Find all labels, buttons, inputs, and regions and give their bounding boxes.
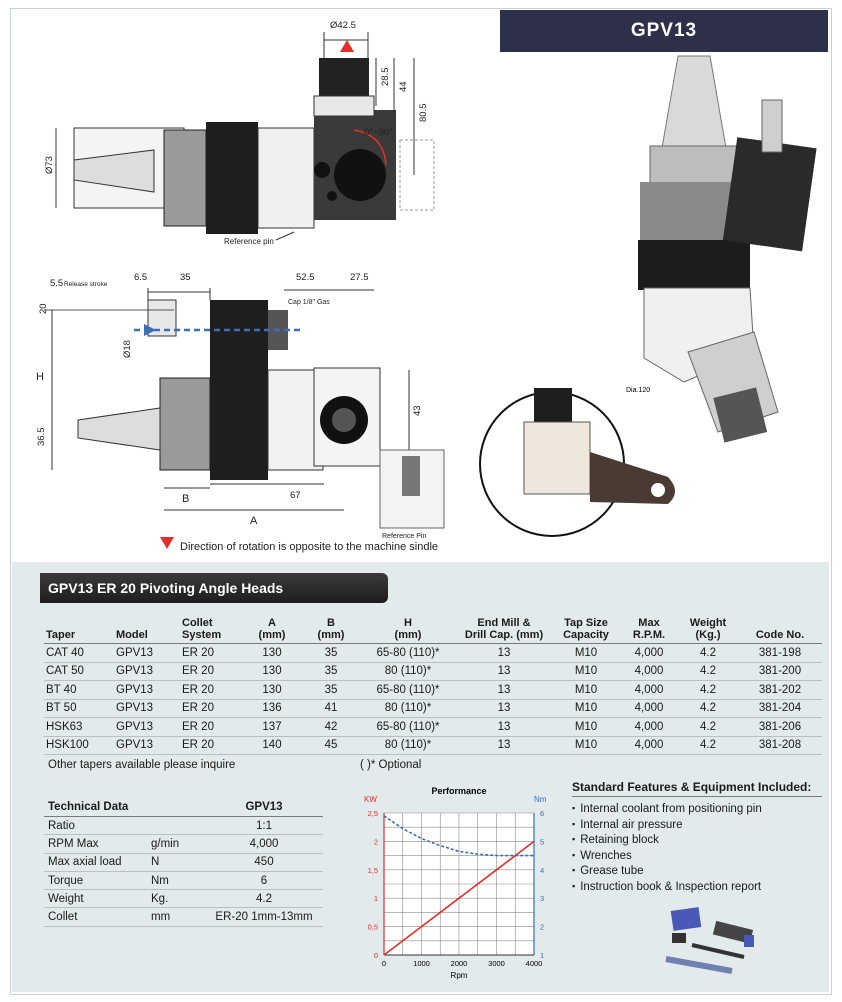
table-row: BT 50 GPV13 ER 20 136 41 80 (110)* 13 M10 4,000 4.2 381-204 <box>44 699 822 718</box>
performance-chart <box>350 780 560 980</box>
table-row: HSK100 GPV13 ER 20 140 45 80 (110)* 13 M10 4,000 4.2 381-208 <box>44 736 822 755</box>
dim-cap: Cap 1/8" Gas <box>288 299 330 306</box>
tech-title: Technical Data <box>44 798 147 817</box>
list-item: ▪ Internal coolant from positioning pin <box>572 801 822 817</box>
front-view-drawing <box>36 272 444 540</box>
th-b: B (mm) <box>302 617 360 644</box>
y2-tick-label: 6 <box>540 809 545 818</box>
x-tick-label: 3000 <box>488 959 505 968</box>
dim-36-5: 36.5 <box>36 427 47 446</box>
x-tick-label: 2000 <box>450 959 468 968</box>
dim-b: B <box>182 493 190 505</box>
th-code: Code No. <box>738 617 822 644</box>
list-item: ▪ Retaining block <box>572 832 822 848</box>
th-cap: End Mill & Drill Cap. (mm) <box>456 617 552 644</box>
table-row: BT 40 GPV13 ER 20 130 35 65-80 (110)* 13 M10 4,000 4.2 381-202 <box>44 681 822 700</box>
list-item: ▪ Instruction book & Inspection report <box>572 879 822 895</box>
table-row: RPM Max g/min 4,000 <box>44 835 323 853</box>
note-other-tapers: Other tapers available please inquire <box>48 759 236 771</box>
dim-52-5: 52.5 <box>296 272 315 283</box>
dim-18: Ø18 <box>122 340 133 358</box>
table-row: Torque Nm 6 <box>44 871 323 889</box>
th-a: A (mm) <box>242 617 302 644</box>
technical-data-table <box>44 798 323 927</box>
y-tick-label: 0 <box>373 951 378 960</box>
dim-67: 67 <box>290 490 301 501</box>
y2-tick-label: 1 <box>540 951 545 960</box>
rotation-arrow-icon <box>160 537 174 549</box>
dim-release: 5.5 <box>50 278 64 289</box>
dim-80-5: 80.5 <box>418 103 429 122</box>
x-tick-label: 4000 <box>525 959 543 968</box>
product-title: GPV13 <box>630 20 698 41</box>
chart-title: Performance <box>431 786 487 796</box>
dim-44: 44 <box>398 81 409 92</box>
y-tick-label: 1,5 <box>367 865 378 875</box>
y-tick-label: 2 <box>373 837 378 847</box>
dim-top-diameter: Ø42.5 <box>330 20 356 31</box>
spec-table <box>44 617 822 755</box>
y-tick-label: 0,5 <box>367 922 378 932</box>
chart-y2label: Nm <box>534 795 547 804</box>
accessories-illustration <box>652 905 762 975</box>
y2-tick-label: 5 <box>540 837 545 847</box>
y2-tick-label: 3 <box>540 894 545 904</box>
top-view-drawing <box>44 20 434 246</box>
th-model: Model <box>114 617 180 644</box>
th-taper: Taper <box>44 617 114 644</box>
technical-drawing <box>14 10 484 555</box>
chart-xlabel: Rpm <box>450 971 468 980</box>
dim-28-5: 28.5 <box>380 67 391 86</box>
reference-pin-2-label: Reference Pin <box>382 533 427 540</box>
th-h: H (mm) <box>360 617 456 644</box>
standard-features <box>572 780 822 894</box>
table-row: CAT 50 GPV13 ER 20 130 35 80 (110)* 13 M10 4,000 4.2 381-200 <box>44 662 822 681</box>
table-row: Ratio 1:1 <box>44 817 323 835</box>
table-row: Collet mm ER-20 1mm-13mm <box>44 908 323 926</box>
dim-a: A <box>250 515 258 527</box>
y-tick-label: 2,5 <box>367 809 378 818</box>
table-row: Max axial load N 450 <box>44 853 323 871</box>
product-photo <box>478 52 828 552</box>
product-title-bar <box>500 10 828 52</box>
th-tap: Tap Size Capacity <box>552 617 620 644</box>
dim-angle: 0°~90° <box>364 127 393 138</box>
table-row: CAT 40 GPV13 ER 20 130 35 65-80 (110)* 13 M10 4,000 4.2 381-198 <box>44 644 822 663</box>
y2-tick-label: 4 <box>540 865 545 875</box>
dim-6-5: 6.5 <box>134 272 148 283</box>
dim-27-5: 27.5 <box>350 272 369 283</box>
th-weight: Weight (Kg.) <box>678 617 738 644</box>
dim-73: Ø73 <box>44 156 55 174</box>
tech-model: GPV13 <box>205 798 323 817</box>
chart-ylabel: KW <box>364 795 377 804</box>
note-optional: ( )* Optional <box>360 759 422 771</box>
dim-43: 43 <box>412 405 423 416</box>
x-tick-label: 0 <box>381 959 387 968</box>
rotation-note: Direction of rotation is opposite to the machine sindle <box>180 541 439 553</box>
detail-dia-label: Dia.120 <box>626 387 651 394</box>
dim-20: 20 <box>38 303 49 314</box>
section-title: GPV13 ER 20 Pivoting Angle Heads <box>40 573 388 603</box>
features-title: Standard Features & Equipment Included: <box>572 780 822 797</box>
table-row: HSK63 GPV13 ER 20 137 42 65-80 (110)* 13 M10 4,000 4.2 381-206 <box>44 718 822 737</box>
list-item: ▪ Wrenches <box>572 848 822 864</box>
list-item: ▪ Internal air pressure <box>572 817 822 833</box>
spec-table-header <box>44 617 822 644</box>
reference-pin-label: Reference pin <box>224 237 274 246</box>
th-rpm: Max R.P.M. <box>620 617 678 644</box>
dim-h: H <box>36 371 44 383</box>
table-row: Weight Kg. 4.2 <box>44 890 323 908</box>
x-tick-label: 1000 <box>413 959 430 968</box>
y-tick-label: 1 <box>373 894 378 904</box>
list-item: ▪ Grease tube <box>572 863 822 879</box>
dim-35: 35 <box>180 272 191 283</box>
dim-release-label: Release stroke <box>64 281 108 288</box>
features-list <box>572 801 822 894</box>
th-collet: Collet System <box>180 617 242 644</box>
y2-tick-label: 2 <box>540 922 545 932</box>
